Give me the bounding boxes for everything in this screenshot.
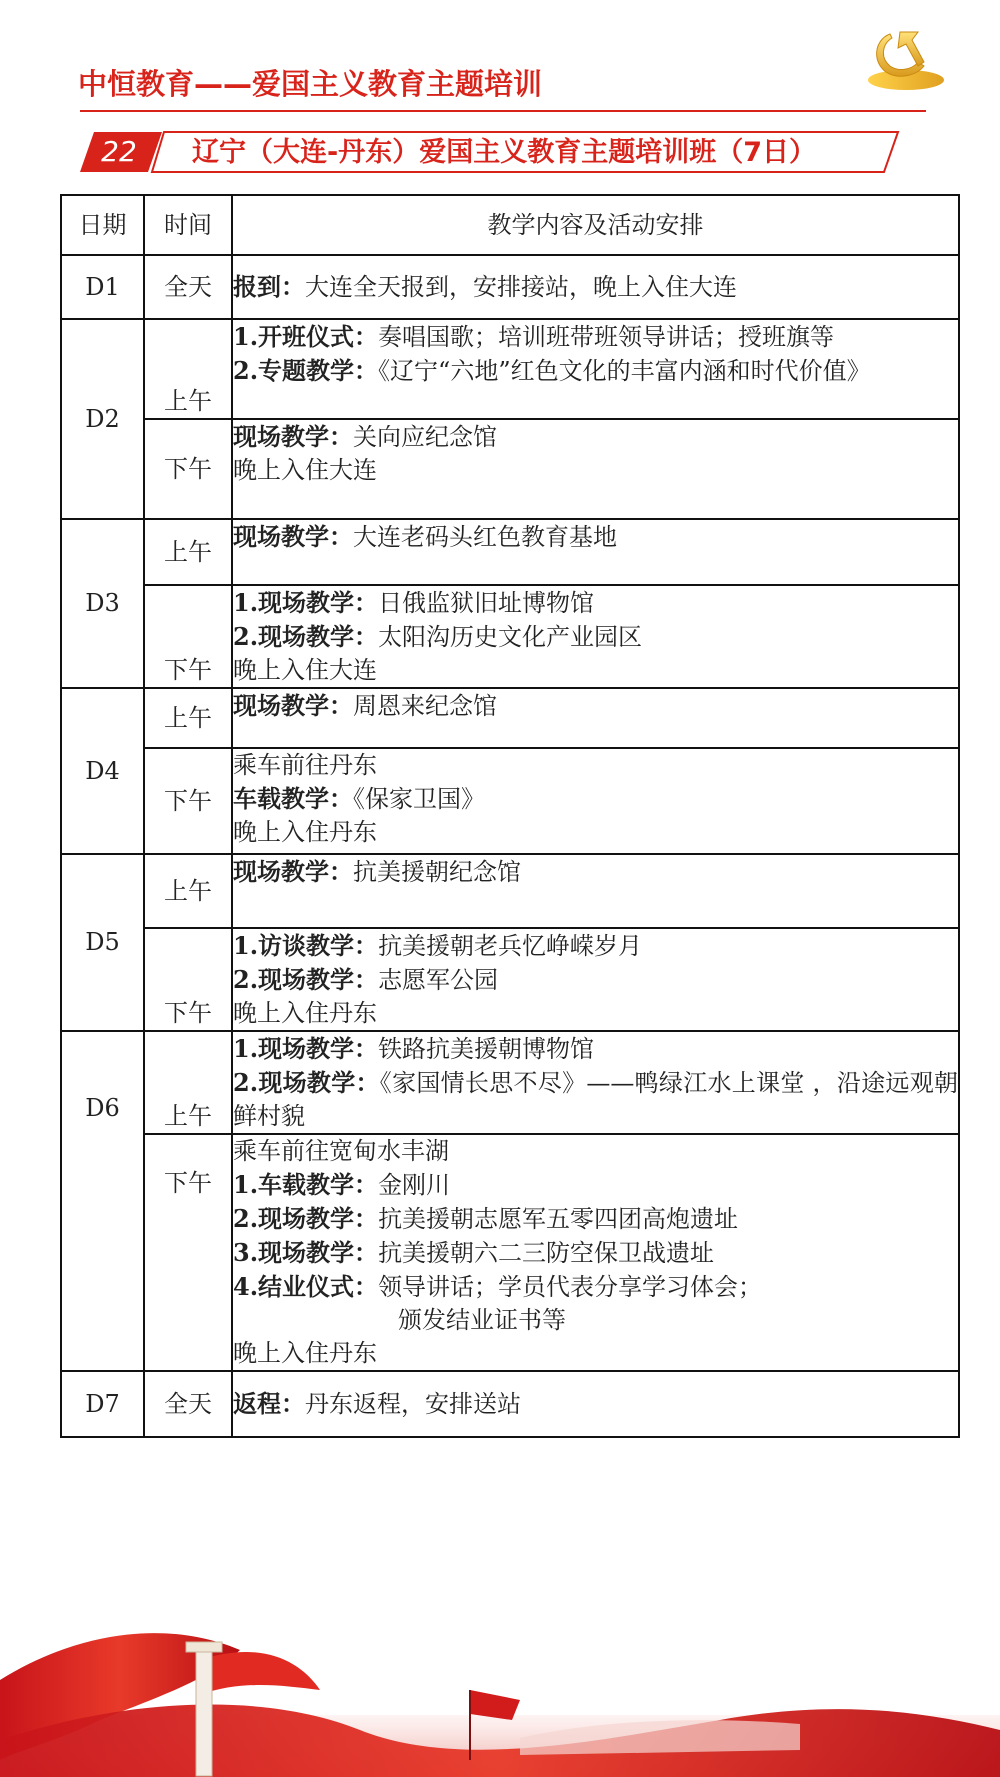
time-label: 上午 [144,519,232,585]
table-row [61,1134,959,1371]
table-row [61,319,959,419]
activity-text: 奏唱国歌；培训班带班领导讲话；授班旗等 [378,323,835,351]
time-label: 下午 [144,928,232,1031]
activity-text: 日俄监狱旧址博物馆 [378,589,595,617]
activity-cell [232,255,959,319]
activity-label: 3.现场教学： [233,1238,379,1267]
time-label: 上午 [144,688,232,748]
activity-label: 2.现场教学： [233,965,379,994]
header-time: 时间 [144,195,232,255]
activity-label: 1.访谈教学： [233,931,379,960]
activity-text: 金刚川 [378,1171,451,1199]
table-row [61,1371,959,1437]
activity-cell [232,1134,959,1371]
activity-text: 志愿军公园 [378,966,499,994]
activity-label: 2.现场教学： [233,1068,380,1097]
course-title: 辽宁（大连-丹东）爱国主义教育主题培训班（7日） [192,137,816,168]
activity-text: 晚上入住大连 [233,456,377,484]
activity-text: 抗美援朝六二三防空保卫战遗址 [378,1239,715,1267]
time-label: 上午 [144,854,232,928]
time-label: 全天 [144,1371,232,1437]
activity-label: 现场教学： [233,691,353,720]
day-label: D2 [61,319,144,519]
activity-label: 2.现场教学： [233,622,379,651]
activity-label: 4.结业仪式： [233,1272,379,1301]
activity-label: 返程： [233,1389,305,1418]
activity-label: 1.开班仪式： [233,322,379,351]
course-number: 22 [101,135,137,168]
activity-cell [232,748,959,854]
day-label: D1 [61,255,144,319]
time-label: 下午 [144,585,232,688]
header-divider [80,110,926,112]
activity-text: 丹东返程，安排送站 [305,1390,521,1418]
activity-label: 现场教学： [233,522,353,551]
activity-cell [232,688,959,748]
activity-label: 报到： [233,272,305,301]
activity-text: 乘车前往丹东 [233,751,377,779]
activity-text: 晚上入住丹东 [233,1339,377,1367]
activity-text: 周恩来纪念馆 [353,692,497,720]
activity-text: 抗美援朝志愿军五零四团高炮遗址 [378,1205,739,1233]
activity-text: 晚上入住丹东 [233,818,377,846]
time-label: 上午 [144,319,232,419]
table-header-row [61,195,959,255]
time-label: 下午 [144,1134,232,1371]
table-row [61,928,959,1031]
day-label: D6 [61,1031,144,1371]
time-label: 上午 [144,1031,232,1134]
activity-text: 晚上入住丹东 [233,999,377,1027]
activity-label: 1.现场教学： [233,588,379,617]
day-label: D5 [61,854,144,1031]
activity-label: 车载教学： [233,784,353,813]
activity-label: 现场教学： [233,422,353,451]
table-row [61,688,959,748]
activity-cell [232,585,959,688]
activity-label: 2.现场教学： [233,1204,379,1233]
header-content: 教学内容及活动安排 [232,195,959,255]
time-label: 下午 [144,748,232,854]
table-row [61,748,959,854]
table-row [61,519,959,585]
activity-text: 晚上入住大连 [233,656,377,684]
party-emblem-icon [860,22,948,96]
activity-cell [232,1371,959,1437]
activity-text: 抗美援朝纪念馆 [353,858,521,886]
time-label: 下午 [144,419,232,519]
activity-label: 2.专题教学： [233,356,379,385]
activity-text: 领导讲话；学员代表分享学习体会； [378,1273,763,1301]
activity-cell [232,419,959,519]
header-title: 中恒教育——爱国主义教育主题培训 [78,67,543,101]
table-row [61,419,959,519]
red-ribbon-banner-icon [0,1620,1000,1777]
table-row [61,854,959,928]
activity-text: 太阳沟历史文化产业园区 [378,623,643,651]
activity-cell [232,928,959,1031]
activity-text: 《家国情长思不尽》——鸭绿江水上课堂 ，沿途远观朝鲜村貌 [233,1069,958,1130]
day-label: D4 [61,688,144,854]
activity-text: 颁发结业证书等 [398,1306,566,1334]
activity-cell [232,854,959,928]
activity-text: 《辽宁“六地”红色文化的丰富内涵和时代价值》 [378,357,871,385]
activity-cell [232,1031,959,1134]
activity-label: 1.车载教学： [233,1170,379,1199]
activity-label: 1.现场教学： [233,1034,379,1063]
day-label: D7 [61,1371,144,1437]
activity-text: 大连老码头红色教育基地 [353,523,617,551]
activity-label: 现场教学： [233,857,353,886]
activity-text: 《保家卫国》 [353,785,485,813]
activity-text: 铁路抗美援朝博物馆 [378,1035,595,1063]
time-label: 全天 [144,255,232,319]
activity-text: 抗美援朝老兵忆峥嵘岁月 [378,932,643,960]
activity-text: 大连全天报到，安排接站，晚上入住大连 [305,273,737,301]
table-row [61,255,959,319]
activity-cell [232,319,959,419]
table-row [61,1031,959,1134]
day-label: D3 [61,519,144,688]
activity-text: 关向应纪念馆 [353,423,497,451]
header-date: 日期 [61,195,144,255]
table-row [61,585,959,688]
activity-cell [232,519,959,585]
activity-text: 乘车前往宽甸水丰湖 [233,1137,449,1165]
schedule-table [60,194,960,1438]
